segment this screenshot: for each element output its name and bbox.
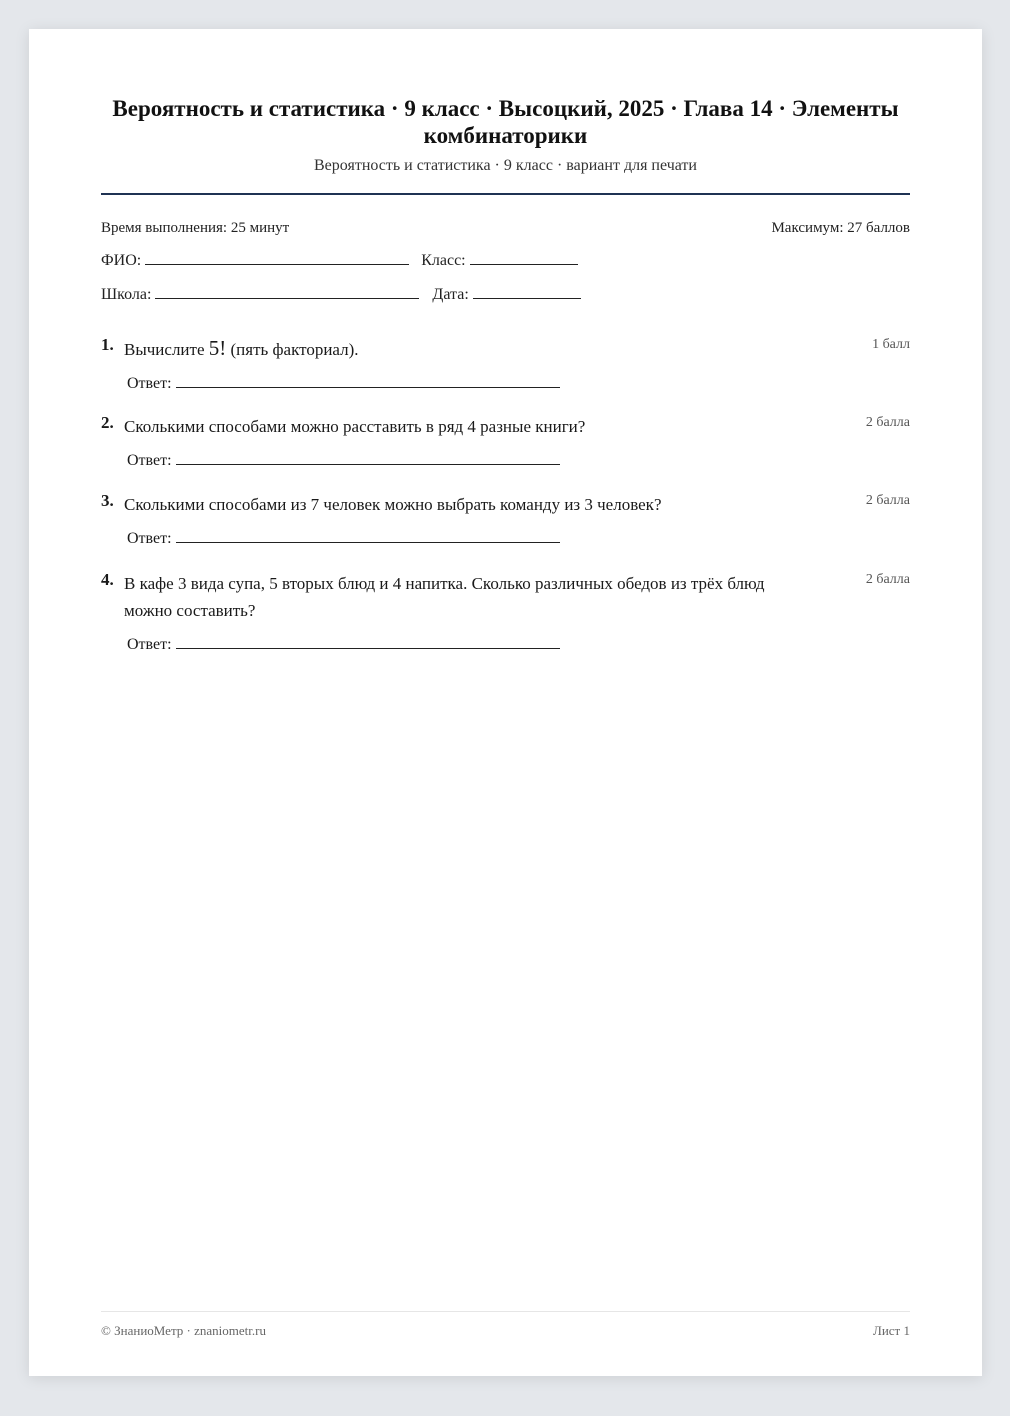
footer-copyright: © ЗнаниоМетр · znaniometr.ru [101, 1323, 266, 1338]
worksheet-page [29, 29, 982, 1376]
page-content [101, 29, 910, 1376]
answer-row [127, 530, 560, 548]
answer-line[interactable] [176, 541, 560, 543]
question-number: 4. [101, 570, 114, 589]
math-expression: 5! [208, 336, 227, 360]
page-subtitle: Вероятность и статистика · 9 класс · вариант для печати [314, 157, 697, 174]
question-number: 3. [101, 491, 114, 510]
max-score: Максимум: 27 баллов [771, 220, 910, 236]
fio-label: ФИО: [101, 252, 142, 269]
answer-label: Ответ: [127, 636, 172, 653]
footer-divider [101, 1311, 910, 1312]
answer-label: Ответ: [127, 452, 172, 469]
answer-row [127, 452, 560, 470]
school-label: Школа: [101, 286, 152, 303]
date-line[interactable] [473, 297, 581, 299]
answer-row [127, 375, 560, 393]
school-line[interactable] [155, 297, 419, 299]
answer-line[interactable] [176, 647, 560, 649]
time-limit: Время выполнения: 25 минут [101, 220, 290, 236]
question-text: Сколькими способами из 7 человек можно выбрать команду из 3 человек? [124, 495, 662, 514]
footer-page-number: Лист 1 [873, 1323, 910, 1338]
page-title: Вероятность и статистика · 9 класс · Высоцкий, 2025 · Глава 14 · Элементы комбинаторики [112, 96, 899, 148]
question-text: Сколькими способами можно расставить в ряд 4 разные книги? [124, 417, 586, 436]
question-text-part: (пять факториал). [226, 340, 359, 359]
class-label: Класс: [421, 252, 466, 269]
class-line[interactable] [470, 263, 578, 265]
question-points: 2 балла [865, 415, 910, 430]
header-divider [101, 193, 910, 195]
question-points: 2 балла [865, 572, 910, 587]
question-points: 1 балл [872, 337, 910, 352]
answer-line[interactable] [176, 386, 560, 388]
fio-line[interactable] [145, 263, 409, 265]
question-points: 2 балла [865, 493, 910, 508]
question-number: 1. [101, 335, 114, 354]
question-text [124, 335, 806, 363]
answer-row [127, 636, 560, 654]
fio-class-row [101, 252, 578, 270]
question-text: В кафе 3 вида супа, 5 вторых блюд и 4 напитка. Сколько различных обедов из трёх блюд можно составить? [124, 574, 765, 620]
date-label: Дата: [432, 286, 469, 303]
answer-line[interactable] [176, 463, 560, 465]
answer-label: Ответ: [127, 530, 172, 547]
answer-label: Ответ: [127, 375, 172, 392]
school-date-row [101, 286, 581, 304]
question-text-part: Вычислите [124, 340, 209, 359]
question-number: 2. [101, 413, 114, 432]
